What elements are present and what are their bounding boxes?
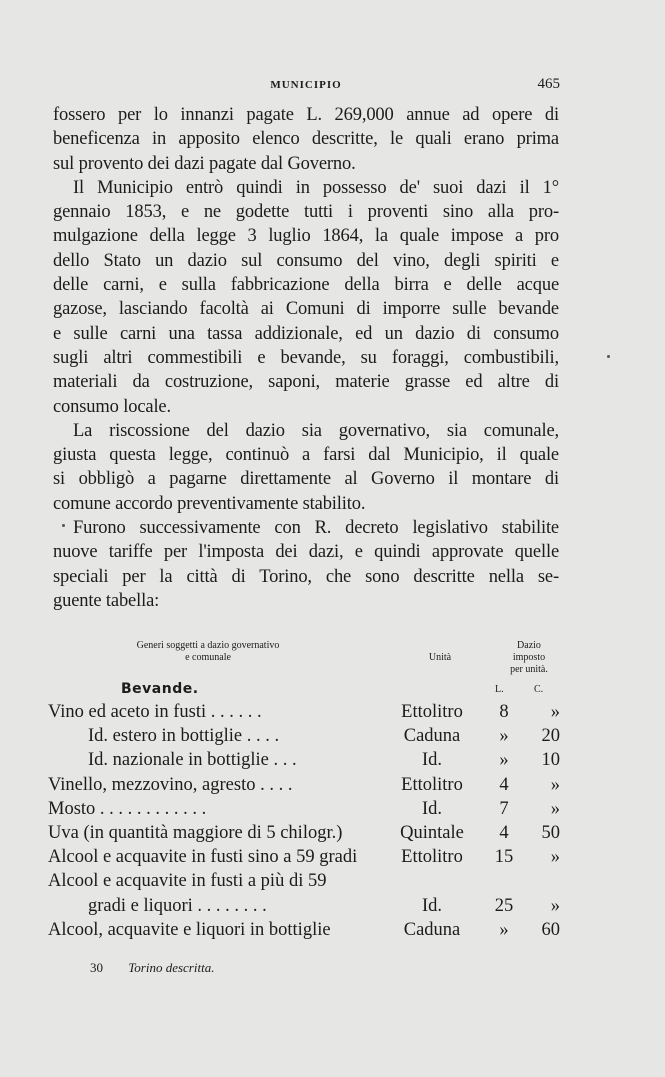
section-title: Bevande. (121, 681, 199, 697)
text-line: La riscossione del dazio sia governativo, sia comunale, (73, 420, 559, 441)
row-centesimi: » (550, 798, 560, 819)
text-line: gennaio 1853, e ne godette tutti i proventi sino alla pro- (53, 202, 559, 223)
text-line: materiali da costruzione, saponi, materie grasse ed altre di (53, 372, 559, 393)
text-line: comune accordo preventivamente stabilito. (53, 493, 366, 514)
text-line: nuove tariffe per l'imposta dei dazi, e quindi approvate quelle (53, 542, 559, 563)
text-line: beneficenza in apposito elenco descritte, le quali erano prima (53, 129, 559, 150)
paper-speck (62, 524, 65, 527)
row-description: Vino ed aceto in fusti . . . . . . (48, 702, 262, 722)
text-line: guente tabella: (53, 590, 160, 611)
row-lire: » (499, 919, 509, 940)
row-centesimi: 10 (541, 750, 560, 771)
text-line: gazose, lasciando facoltà ai Comuni di imporre sulle bevande (53, 299, 559, 320)
page-header (52, 76, 560, 99)
row-unit: Quintale (400, 822, 464, 843)
table-row (48, 918, 563, 942)
table-row (48, 797, 563, 821)
row-lire: 4 (499, 822, 509, 843)
body-text (53, 103, 559, 613)
row-unit: Id. (421, 895, 443, 916)
row-description: Alcool e acquavite in fusti a più di 59 (48, 871, 327, 892)
lire-subheader: L. (495, 684, 504, 695)
row-lire: 25 (494, 895, 514, 916)
table-row (48, 748, 563, 772)
paper-speck (607, 355, 610, 358)
row-centesimi: 60 (541, 919, 560, 940)
text-line: si obbligò a pagarne direttamente al Governo il montare di (53, 469, 559, 490)
row-description: Id. estero in bottiglie . . . . (88, 726, 280, 747)
text-line: fossero per lo innanzi pagate L. 269,000 annue ad opere di (53, 105, 559, 125)
row-lire: 4 (499, 774, 509, 795)
running-title: MUNICIPIO (270, 79, 342, 91)
row-description: Mosto . . . . . . . . . . . . (48, 798, 207, 819)
row-unit: Ettolitro (401, 847, 463, 868)
row-lire: » (499, 750, 509, 771)
table-row (48, 773, 563, 797)
row-lire: 15 (494, 847, 514, 868)
table-row (48, 869, 563, 917)
footer-title: Torino descritta. (128, 960, 215, 975)
row-unit: Id. (421, 750, 443, 771)
row-description: Alcool, acquavite e liquori in bottiglie (48, 919, 331, 940)
row-description: Uva (in quantità maggiore di 5 chilogr.) (48, 822, 343, 843)
table-row (48, 845, 563, 869)
row-unit: Caduna (403, 919, 461, 940)
row-lire: 7 (499, 798, 509, 819)
table-row (48, 821, 563, 845)
row-centesimi: » (550, 702, 560, 722)
row-unit: Caduna (403, 726, 461, 747)
centesimi-subheader: C. (534, 684, 544, 695)
row-unit: Ettolitro (401, 774, 463, 795)
text-line: Furono successivamente con R. decreto legislativo stabilite (73, 518, 559, 539)
text-line: giusta questa legge, continuò a farsi dal Municipio, il quale (53, 445, 559, 466)
text-line: sugli altri commestibili e bevande, su foraggi, combustibili, (53, 347, 559, 368)
text-line: speciali per la città di Torino, che sono descritte nella se- (53, 566, 559, 587)
row-description: Id. nazionale in bottiglie . . . (88, 750, 297, 771)
paragraph-4 (53, 516, 559, 613)
text-line: mulgazione della legge 3 luglio 1864, la quale impose a pro (53, 226, 559, 247)
row-centesimi: 20 (541, 726, 560, 747)
text-line: sul provento dei dazi pagate dal Governo. (53, 153, 356, 174)
column-header-tax: Dazio imposto per unità. (510, 640, 548, 675)
row-centesimi: 50 (541, 822, 560, 843)
paragraph-2 (53, 176, 559, 419)
table-row (48, 700, 563, 724)
text-line: delle carni, e sulla fabbricazione della birra e delle acque (53, 275, 559, 296)
row-centesimi: » (550, 895, 560, 916)
row-centesimi: » (550, 847, 560, 868)
row-centesimi: » (550, 774, 560, 795)
table-row (48, 724, 563, 748)
column-header-goods: Generi soggetti a dazio governativo e comunale (136, 640, 280, 663)
text-line: dello Stato un dazio sul consumo del vino, degli spiriti e (53, 250, 559, 271)
text-line: consumo locale. (53, 396, 171, 417)
row-unit: Id. (421, 798, 443, 819)
page-footer (90, 960, 214, 976)
table-body (48, 700, 563, 942)
row-unit: Ettolitro (401, 702, 463, 722)
row-description-continued: gradi e liquori . . . . . . . . (88, 895, 267, 916)
page-number: 465 (537, 76, 560, 92)
row-description: Vinello, mezzovino, agresto . . . . (48, 774, 293, 795)
row-lire: » (499, 726, 509, 747)
signature-mark: 30 (90, 960, 103, 975)
paragraph-3 (53, 419, 559, 516)
text-line: e sulle carni una tassa addizionale, ed un dazio di consumo (53, 323, 559, 344)
text-line: Il Municipio entrò quindi in possesso de' suoi dazi il 1° (73, 177, 559, 198)
row-lire: 8 (499, 702, 509, 722)
row-description: Alcool e acquavite in fusti sino a 59 gradi (48, 847, 358, 868)
paragraph-1 (53, 103, 559, 176)
column-header-unit: Unità (428, 652, 452, 663)
